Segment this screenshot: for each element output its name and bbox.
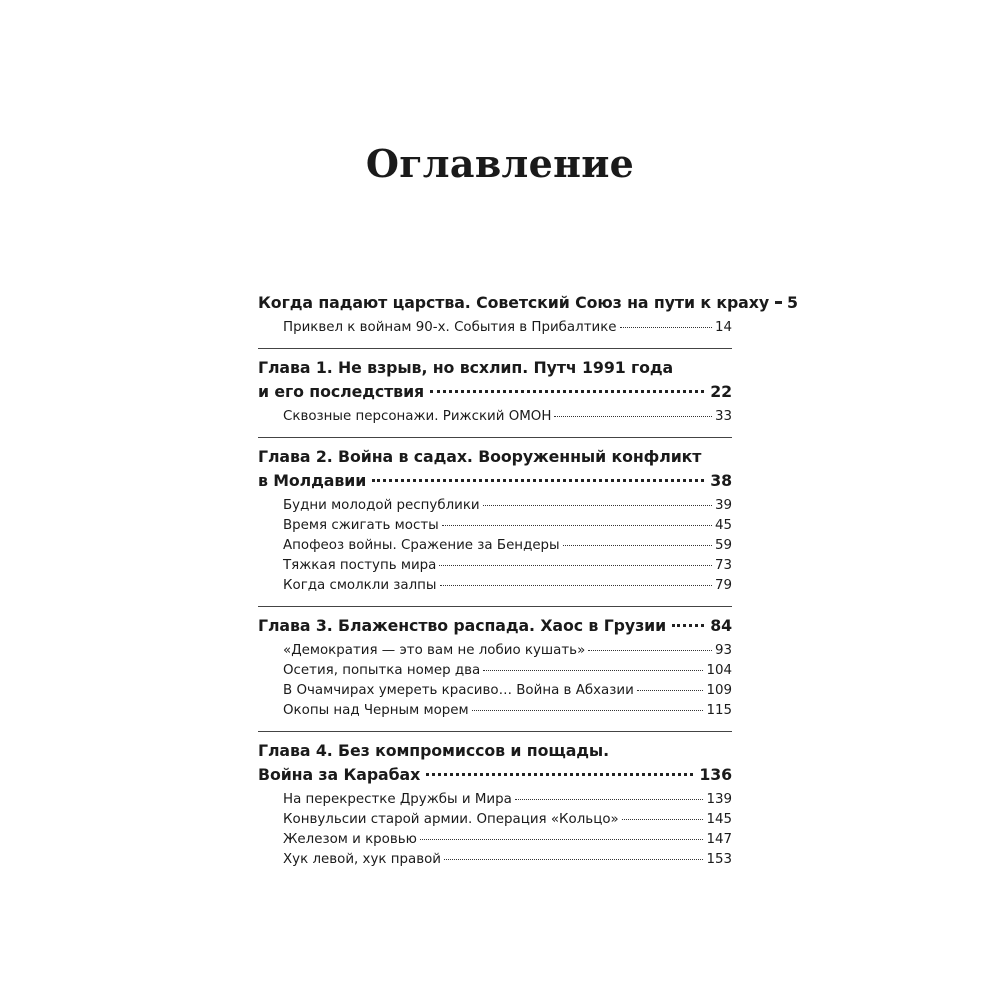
section-page-number: 33 xyxy=(714,409,732,424)
section-title: Железом и кровью xyxy=(283,832,417,847)
chapter-page-number: 22 xyxy=(710,382,732,401)
section-title: Время сжигать мосты xyxy=(283,518,439,533)
section-title: Сквозные персонажи. Рижский ОМОН xyxy=(283,409,552,424)
chapter-heading-line xyxy=(258,380,732,404)
toc-entry xyxy=(258,516,732,536)
page-title: Оглавление xyxy=(365,141,635,187)
section-page-number: 93 xyxy=(714,643,732,658)
section-title: «Демократия — это вам не лобио кушать» xyxy=(283,643,586,658)
section-page-number: 153 xyxy=(706,852,732,867)
section-page-number: 59 xyxy=(714,538,732,553)
dot-leader xyxy=(637,689,704,691)
section-title: Тяжкая поступь мира xyxy=(283,558,437,573)
section-title: Окопы над Черным морем xyxy=(283,703,469,718)
chapter-page-number: 84 xyxy=(710,616,732,635)
toc-entry xyxy=(258,790,732,810)
section-page-number: 79 xyxy=(714,578,732,593)
toc-entry xyxy=(258,536,732,556)
dot-leader xyxy=(430,389,704,393)
dot-leader xyxy=(483,504,712,506)
dot-leader xyxy=(775,300,781,304)
section-page-number: 147 xyxy=(706,832,732,847)
chapter-page-number: 38 xyxy=(710,471,732,490)
section-list xyxy=(258,496,732,596)
chapter-heading-line xyxy=(258,614,732,638)
chapter-heading-line xyxy=(258,763,732,787)
toc-entry xyxy=(258,681,732,701)
chapter-title: Война за Карабах xyxy=(258,765,421,784)
dot-leader xyxy=(372,478,704,482)
dot-leader xyxy=(554,415,712,417)
chapter-title: и его последствия xyxy=(258,382,425,401)
dot-leader xyxy=(440,584,712,586)
dot-leader xyxy=(620,326,712,328)
chapter-page-number: 136 xyxy=(699,765,732,784)
chapter-title: Глава 3. Блаженство распада. Хаос в Грузии xyxy=(258,616,667,635)
section-title: На перекрестке Дружбы и Мира xyxy=(283,792,512,807)
dot-leader xyxy=(426,772,693,776)
section-page-number: 45 xyxy=(714,518,732,533)
section-title: Будни молодой республики xyxy=(283,498,480,513)
section-title: Приквел к войнам 90-х. События в Прибалтике xyxy=(283,320,617,335)
section-title: Осетия, попытка номер два xyxy=(283,663,481,678)
section-page-number: 139 xyxy=(706,792,732,807)
chapter-heading-line xyxy=(258,739,732,763)
section-page-number: 145 xyxy=(706,812,732,827)
section-page-number: 73 xyxy=(714,558,732,573)
chapter-heading-line xyxy=(258,291,798,315)
toc-entry xyxy=(258,701,732,721)
dot-leader xyxy=(672,623,704,627)
section-page-number: 109 xyxy=(706,683,732,698)
toc-chapter xyxy=(258,739,732,880)
section-title: Хук левой, хук правой xyxy=(283,852,441,867)
dot-leader xyxy=(439,564,712,566)
dot-leader xyxy=(444,858,703,860)
section-list xyxy=(258,407,732,427)
section-page-number: 14 xyxy=(714,320,732,335)
chapter-heading-line xyxy=(258,469,732,493)
dot-leader xyxy=(472,709,704,711)
section-list xyxy=(258,318,732,338)
section-title: В Очамчирах умереть красиво… Война в Абхазии xyxy=(283,683,634,698)
dot-leader xyxy=(442,524,712,526)
section-page-number: 39 xyxy=(714,498,732,513)
toc-entry xyxy=(258,496,732,516)
chapter-heading-line xyxy=(258,356,732,380)
chapter-title: в Молдавии xyxy=(258,471,367,490)
chapter-title: Глава 1. Не взрыв, но всхлип. Путч 1991 года xyxy=(258,358,674,377)
chapter-title: Когда падают царства. Советский Союз на пути к краху xyxy=(258,293,770,312)
toc-entry xyxy=(258,661,732,681)
section-list xyxy=(258,641,732,721)
toc-chapter xyxy=(258,356,732,438)
toc-entry xyxy=(258,810,732,830)
toc-entry xyxy=(258,641,732,661)
dot-leader xyxy=(515,798,704,800)
toc-entry xyxy=(258,850,732,870)
toc-entry xyxy=(258,407,732,427)
toc-entry xyxy=(258,576,732,596)
dot-leader xyxy=(588,649,712,651)
chapter-heading-line xyxy=(258,445,732,469)
toc-entry xyxy=(258,830,732,850)
toc-chapter xyxy=(258,614,732,732)
section-title: Когда смолкли залпы xyxy=(283,578,437,593)
table-of-contents xyxy=(258,291,798,887)
section-list xyxy=(258,790,732,870)
section-page-number: 104 xyxy=(706,663,732,678)
chapter-page-number: 5 xyxy=(787,293,798,312)
section-title: Конвульсии старой армии. Операция «Кольцо» xyxy=(283,812,619,827)
dot-leader xyxy=(563,544,712,546)
dot-leader xyxy=(622,818,704,820)
dot-leader xyxy=(420,838,704,840)
toc-chapter xyxy=(258,291,798,349)
dot-leader xyxy=(483,669,703,671)
section-title: Апофеоз войны. Сражение за Бендеры xyxy=(283,538,560,553)
toc-chapter xyxy=(258,445,732,607)
toc-entry xyxy=(258,318,732,338)
chapter-title: Глава 4. Без компромиссов и пощады. xyxy=(258,741,609,760)
section-page-number: 115 xyxy=(706,703,732,718)
chapter-title: Глава 2. Война в садах. Вооруженный конфликт xyxy=(258,447,702,466)
toc-entry xyxy=(258,556,732,576)
